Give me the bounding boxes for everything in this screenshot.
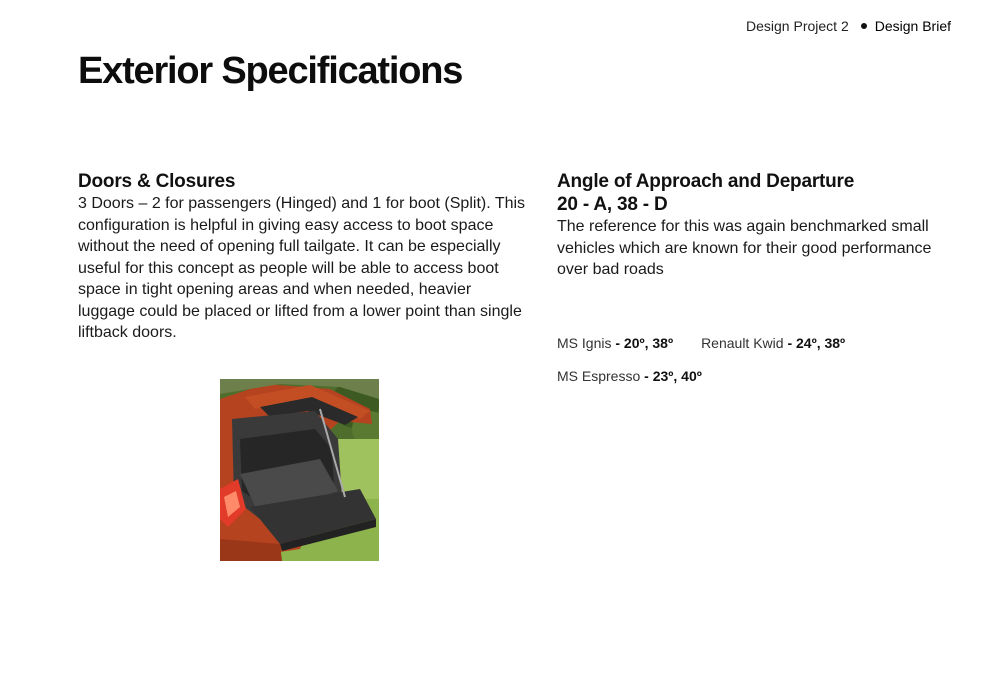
- benchmark-name: MS Ignis: [557, 334, 612, 351]
- page-header: [746, 18, 951, 34]
- benchmark-name: Renault Kwid: [701, 334, 784, 351]
- angle-subheading: 20 - A, 38 - D: [557, 194, 668, 215]
- project-label: Design Project 2: [746, 18, 849, 34]
- benchmark-name: MS Espresso: [557, 367, 641, 384]
- bullet-dot-icon: [861, 23, 867, 29]
- angle-heading: Angle of Approach and Departure: [557, 171, 855, 192]
- doors-body: 3 Doors – 2 for passengers (Hinged) and 1 for boot (Split). This configuration is helpful in giving easy access to boot space without the need of opening full tailgate. It can be especially useful for this concept as people will be able to access boot space in tight opening areas and when needed, heavier luggage could be placed or lifted from a lower point than single liftback doors.: [78, 195, 526, 341]
- benchmark-item: [701, 335, 845, 351]
- car-open-tailgate-photo: [220, 379, 379, 561]
- doors-section: [78, 170, 528, 344]
- benchmark-row: [557, 326, 873, 359]
- page-title: Exterior Specifications: [78, 50, 463, 92]
- angle-section: [557, 170, 937, 281]
- angle-body: The reference for this was again benchmarked small vehicles which are known for their good performance over bad roads: [557, 218, 932, 278]
- benchmark-value: - 24º, 38º: [787, 334, 846, 351]
- section-label: Design Brief: [874, 18, 951, 34]
- benchmark-item: [557, 335, 673, 351]
- benchmark-item: [557, 368, 702, 384]
- benchmark-list: [557, 326, 873, 392]
- benchmark-value: - 23º, 40º: [644, 367, 702, 384]
- benchmark-value: - 20º, 38º: [615, 334, 674, 351]
- doors-heading: Doors & Closures: [78, 171, 236, 192]
- benchmark-row: [557, 359, 873, 392]
